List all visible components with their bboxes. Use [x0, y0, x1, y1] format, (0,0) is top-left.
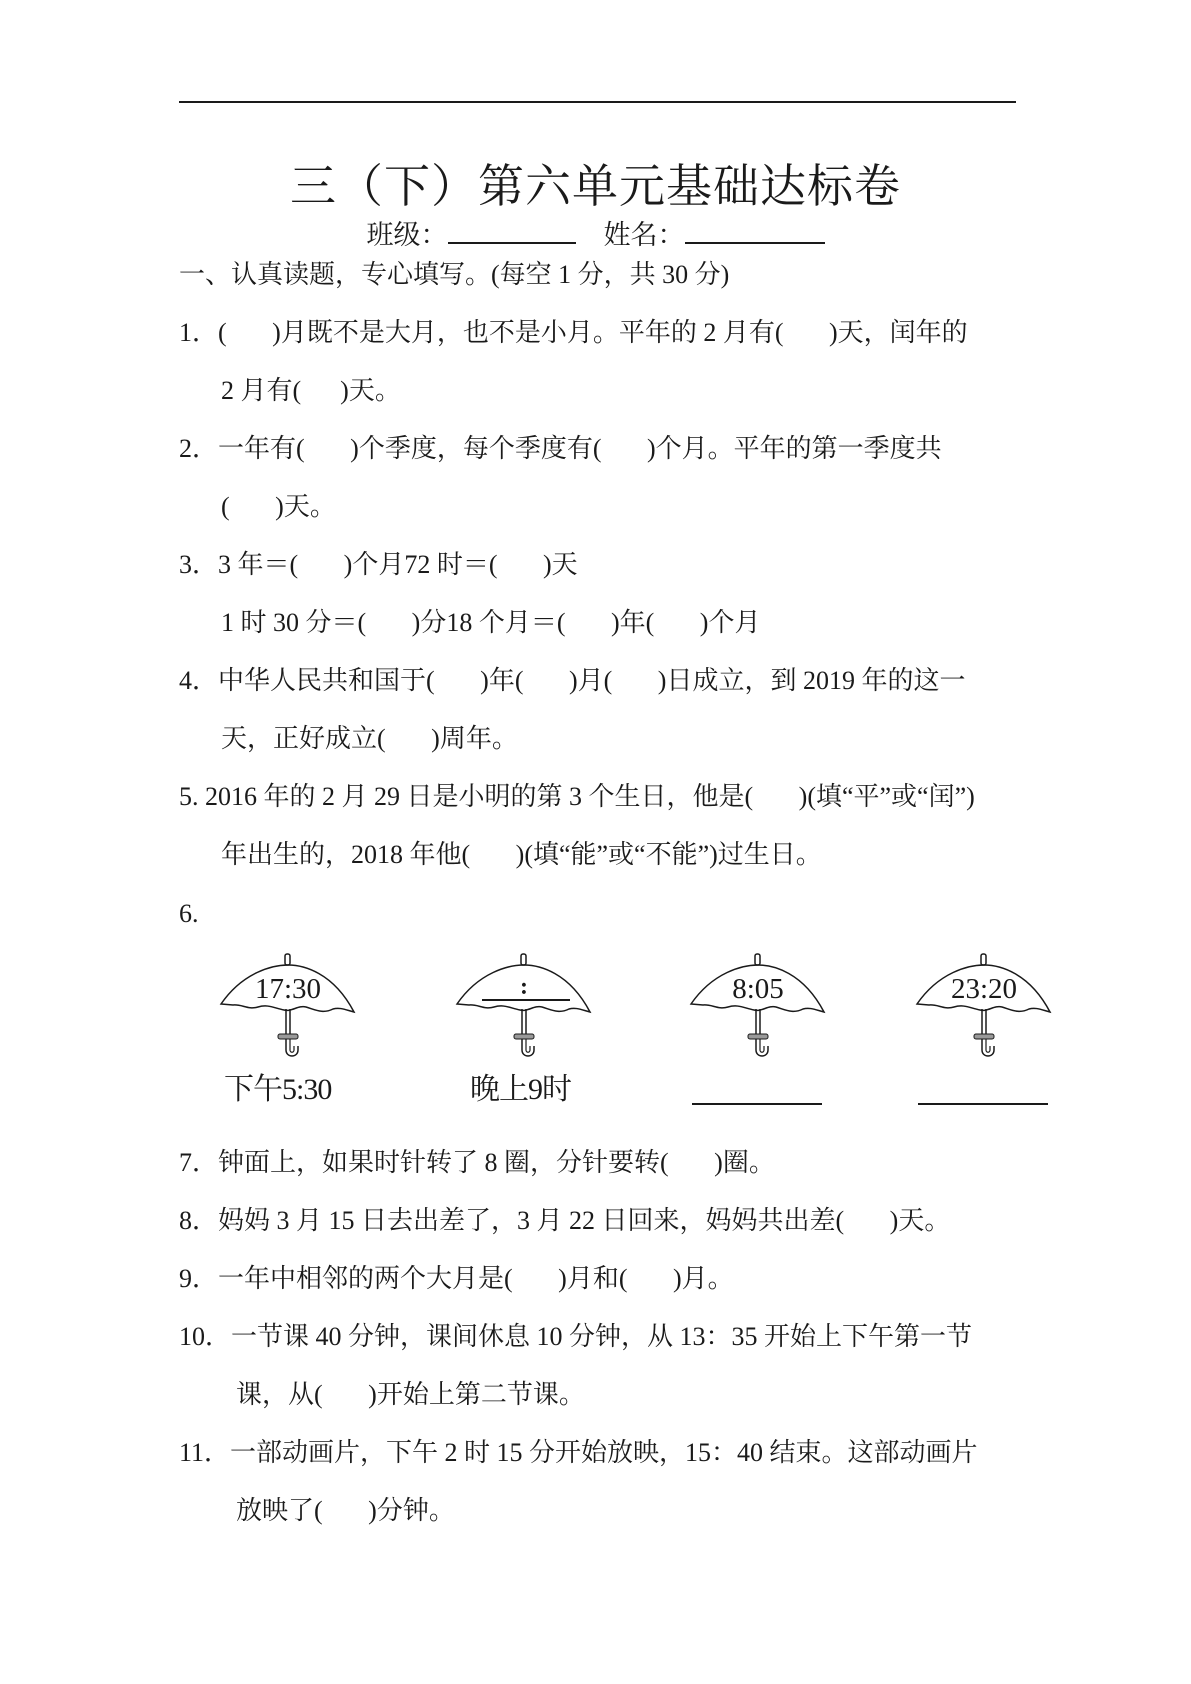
name-label: 姓名：	[603, 220, 685, 250]
umbrella-3-time: 8:05	[732, 973, 784, 1005]
umbrella-3-answer-line[interactable]	[692, 1103, 822, 1105]
umbrella-2	[454, 952, 594, 1062]
umbrella-icon	[914, 952, 1054, 1062]
umbrella-1-time: 17:30	[254, 973, 322, 1005]
question-5-line-1: 5. 2016 年的 2 月 29 日是小明的第 3 个生日，他是( )(填“平”或“闰”)	[179, 782, 975, 811]
umbrella-4	[914, 952, 1054, 1062]
umbrella-icon	[218, 952, 358, 1062]
umbrella-4-time: 23:20	[950, 973, 1018, 1005]
umbrella-2-time: :	[520, 974, 528, 1000]
question-5-line-2: 年出生的，2018 年他( )(填“能”或“不能”)过生日。	[221, 840, 822, 869]
section-heading: 一、认真读题，专心填写。(每空 1 分，共 30 分)	[179, 260, 730, 289]
umbrella-1-label: 下午5:30	[224, 1073, 332, 1106]
umbrella-2-label: 晚上9时	[470, 1073, 571, 1106]
question-2-line-2: ( )天。	[221, 492, 336, 521]
question-1-line-2: 2 月有( )天。	[221, 376, 401, 405]
question-10-line-1: 10．一节课 40 分钟，课间休息 10 分钟，从 13：35 开始上下午第一节	[179, 1322, 973, 1351]
class-field[interactable]	[448, 216, 576, 244]
question-2-line-1: 2．一年有( )个季度，每个季度有( )个月。平年的第一季度共	[179, 434, 942, 463]
page-title: 三（下）第六单元基础达标卷	[290, 160, 901, 212]
question-3-line-2: 1 时 30 分＝( )分18 个月＝( )年( )个月	[221, 608, 761, 637]
question-10-line-2: 课，从( )开始上第二节课。	[236, 1380, 585, 1409]
umbrella-3	[688, 952, 828, 1062]
question-9-line-1: 9．一年中相邻的两个大月是( )月和( )月。	[179, 1264, 734, 1293]
question-1-line-1: 1．( )月既不是大月，也不是小月。平年的 2 月有( )天，闰年的	[179, 318, 968, 347]
header-rule	[179, 101, 1016, 103]
question-11-line-2: 放映了( )分钟。	[236, 1496, 455, 1525]
question-11-line-1: 11．一部动画片，下午 2 时 15 分开始放映，15：40 结束。这部动画片	[179, 1438, 978, 1467]
umbrella-4-answer-line[interactable]	[918, 1103, 1048, 1105]
class-label: 班级：	[366, 220, 448, 250]
question-3-line-1: 3．3 年＝( )个月72 时＝( )天	[179, 550, 578, 579]
student-info	[0, 216, 1191, 253]
question-4-line-2: 天，正好成立( )周年。	[221, 724, 518, 753]
question-8-line-1: 8．妈妈 3 月 15 日去出差了，3 月 22 日回来，妈妈共出差( )天。	[179, 1206, 951, 1235]
umbrella-icon	[454, 952, 594, 1062]
question-6-number: 6.	[179, 899, 199, 928]
name-field[interactable]	[685, 216, 825, 244]
question-7-line-1: 7．钟面上，如果时针转了 8 圈，分针要转( )圈。	[179, 1148, 775, 1177]
umbrella-icon	[688, 952, 828, 1062]
question-4-line-1: 4．中华人民共和国于( )年( )月( )日成立，到 2019 年的这一	[179, 666, 966, 695]
umbrella-1	[218, 952, 358, 1062]
